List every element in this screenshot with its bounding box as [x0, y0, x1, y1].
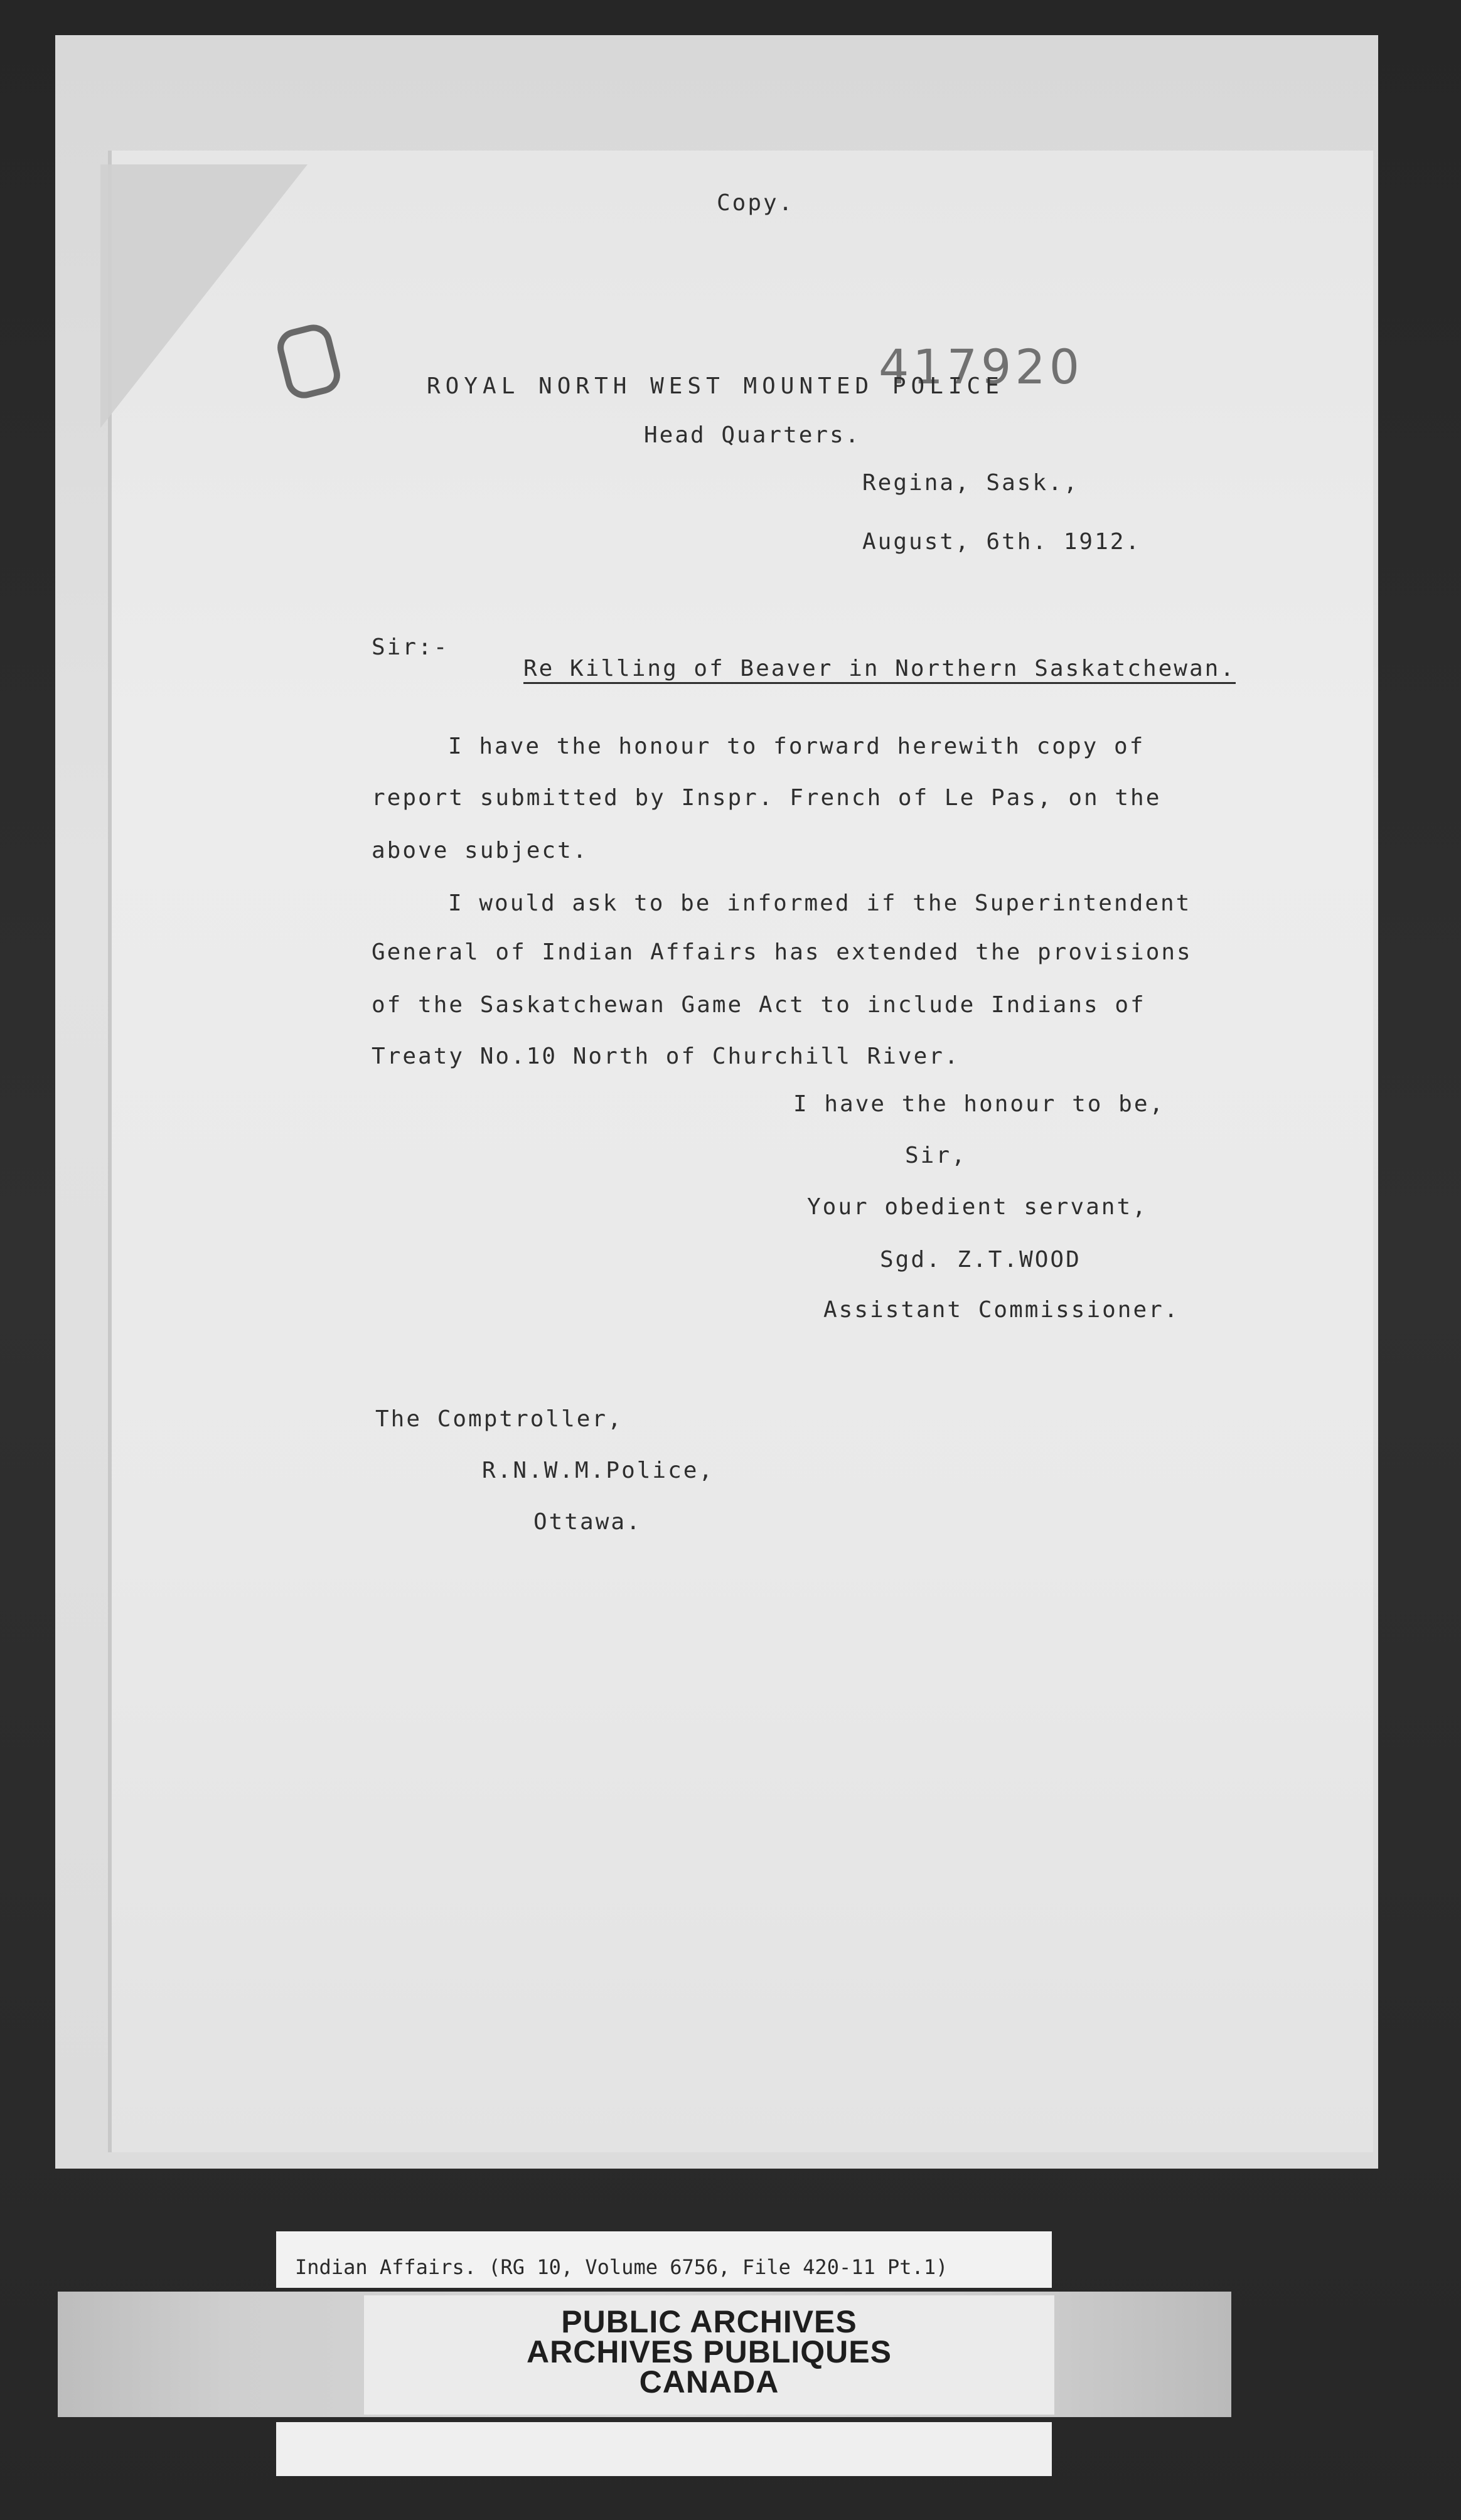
archive-reference-text: Indian Affairs. (RG 10, Volume 6756, File 420-11 Pt.1): [295, 2255, 948, 2279]
addressee-line-3: Ottawa.: [533, 1509, 642, 1535]
closing-line-3: Your obedient servant,: [807, 1194, 1148, 1220]
body-line-1: I have the honour to forward herewith copy of: [448, 734, 1145, 759]
body-line-3: above subject.: [372, 838, 589, 863]
closing-line-2: Sir,: [905, 1143, 967, 1168]
body-line-7: Treaty No.10 North of Churchill River.: [372, 1044, 960, 1069]
copy-heading: Copy.: [717, 190, 795, 216]
file-number-stamp: 417920: [879, 339, 1084, 395]
body-line-6: of the Saskatchewan Game Act to include Indians of: [372, 992, 1146, 1018]
addressee-line-1: The Comptroller,: [375, 1406, 623, 1432]
body-line-5: General of Indian Affairs has extended the provisions: [372, 939, 1192, 965]
body-line-2: report submitted by Inspr. French of Le Pas, on the: [372, 785, 1162, 811]
closing-line-1: I have the honour to be,: [793, 1091, 1165, 1117]
place-line: Regina, Sask.,: [862, 470, 1079, 496]
archive-bottom-label: [276, 2422, 1052, 2476]
organization-name: ROYAL NORTH WEST MOUNTED POLICE: [427, 373, 1004, 399]
body-line-4: I would ask to be informed if the Superintendent: [448, 890, 1192, 916]
addressee-line-2: R.N.W.M.Police,: [482, 1458, 715, 1483]
letter-page: [112, 151, 1373, 2152]
archive-stamp-line-3: CANADA: [639, 2364, 779, 2400]
archive-stamp: [364, 2304, 1054, 2400]
subject-line: Re Killing of Beaver in Northern Saskatchewan.: [523, 656, 1236, 681]
page-fold: [100, 164, 308, 428]
office-name: Head Quarters.: [644, 422, 861, 448]
salutation: Sir:-: [372, 634, 449, 660]
signature-line: Sgd. Z.T.WOOD: [880, 1247, 1081, 1273]
signatory-title: Assistant Commissioner.: [823, 1297, 1180, 1323]
archive-stamp-line-2: ARCHIVES PUBLIQUES: [527, 2334, 892, 2369]
date-line: August, 6th. 1912.: [862, 529, 1142, 555]
archive-stamp-line-1: PUBLIC ARCHIVES: [561, 2304, 857, 2339]
